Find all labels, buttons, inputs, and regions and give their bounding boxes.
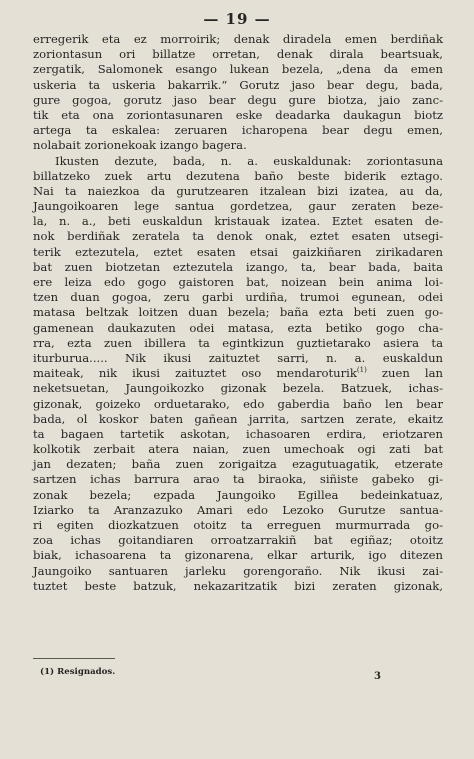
text-line: gure gogoa, gorutz jaso bear degu gure biotza, jaio zanc- (33, 92, 443, 107)
text-line: zoriontasun ori billatze orretan, denak dirala beartsuak, (33, 47, 443, 62)
page-number: — 19 — (203, 10, 271, 28)
text-line: sartzen ichas barrura arao ta biraoka, siñiste gabeko gi- (33, 472, 443, 487)
text-line: ere leiza edo gogo gaistoren bat, noizean bein anima loi- (33, 275, 443, 289)
text-fragment: maiteak, nik ikusi zaituztet oso mendaroturik (33, 366, 357, 381)
text-line: Jaungoikoaren lege santua gordetzea, gaur zeraten beze- (33, 199, 443, 214)
text-line: tik eta ona zoriontasunaren eske deadarka daukagun biotz (33, 107, 443, 122)
text-line: biak, ichasoarena ta gizonarena, elkar arturik, igo ditezen (33, 548, 443, 563)
text-line: gizonak, goizeko orduetarako, edo gaberdia baño len bear (33, 396, 443, 411)
text-line: bat zuen biotzetan eztezutela izango, ta, bear bada, baita (33, 259, 443, 274)
text-fragment: zuen lan (366, 366, 443, 381)
text-line: zoa ichas goitandiaren orroatzarrakiñ bat egiñaz; otoitz (33, 533, 443, 548)
text-line: Nai ta naiezkoa da gurutzearen itzalean bizi izatea, au da, (33, 183, 443, 198)
text-line: Jaungoiko santuaren jarleku gorengoraño. Nik ikusi zai- (33, 563, 443, 578)
text-line: matasa beltzak loitzen duan bezela; baña ezta beti zuen go- (33, 305, 443, 320)
text-line: Ikusten dezute, bada, n. a. euskaldunak: zoriontasuna (55, 153, 443, 168)
text-line: Iziarko ta Aranzazuko Amari edo Lezoko Gurutze santua- (33, 502, 443, 517)
text-line: erregerik eta ez morroirik; denak diradela emen berdiñak (33, 32, 443, 46)
text-line: tzen duan gogoa, zeru garbi urdiña, trumoi egunean, odei (33, 290, 443, 305)
text-line: zonak bezela; ezpada Jaungoiko Egillea bedeinkatuaz, (33, 487, 443, 502)
text-line: gamenean daukazuten odei matasa, ezta betiko gogo cha- (33, 320, 443, 335)
footnote-divider (33, 658, 115, 659)
text-line: zergatik, Salomonek esango lukean bezela, „dena da emen (33, 62, 443, 77)
text-line: iturburua..... Nik ikusi zaituztet sarri, n. a. euskaldun (33, 350, 443, 365)
text-line: billatzeko zuek artu dezutena baño beste biderik eztago. (33, 168, 443, 183)
text-line: neketsuetan, Jaungoikozko gizonak bezela. Batzuek, ichas- (33, 381, 443, 396)
printer-signature-mark: 3 (374, 671, 381, 682)
text-line: ta bagaen tartetik askotan, ichasoaren erdira, eriotzaren (33, 426, 443, 441)
text-line: terik eztezutela, eztet esaten etsai gaizkiñaren zirikadaren (33, 244, 443, 259)
text-line-with-footnote (33, 366, 443, 381)
text-line: uskeria ta uskeria bakarrik.“ Gorutz jaso bear degu, bada, (33, 77, 443, 92)
text-line: ri egiten diozkatzuen otoitz ta erreguen murmurrada go- (33, 518, 443, 532)
text-line: artega ta eskalea: zeruaren icharopena bear degu emen, (33, 123, 443, 138)
text-line: jan dezaten; baña zuen zorigaitza ezagutuagatik, etzerate (33, 457, 443, 472)
footnote-reference: (1) (356, 366, 367, 375)
text-line: kolkotik zerbait atera naian, zuen umechoak ogi zati bat (33, 442, 443, 457)
text-line: la, n. a., beti euskaldun kristauak izatea. Eztet esaten de- (33, 214, 443, 229)
text-line: nok berdiñak zeratela ta denok onak, eztet esaten utsegi- (33, 229, 443, 244)
text-line: rra, ezta zuen ibillera ta egintkizun guztietarako asiera ta (33, 335, 443, 350)
body-text (33, 32, 443, 594)
text-line: nolabait zorionekoak izango bagera. (33, 138, 247, 153)
text-line: tuztet beste batzuk, nekazaritzatik bizi zeraten gizonak, (33, 578, 443, 593)
footnote: (1) Resignados. (40, 667, 116, 677)
text-line: bada, ol koskor baten gañean jarrita, sartzen zerate, ekaitz (33, 411, 443, 426)
